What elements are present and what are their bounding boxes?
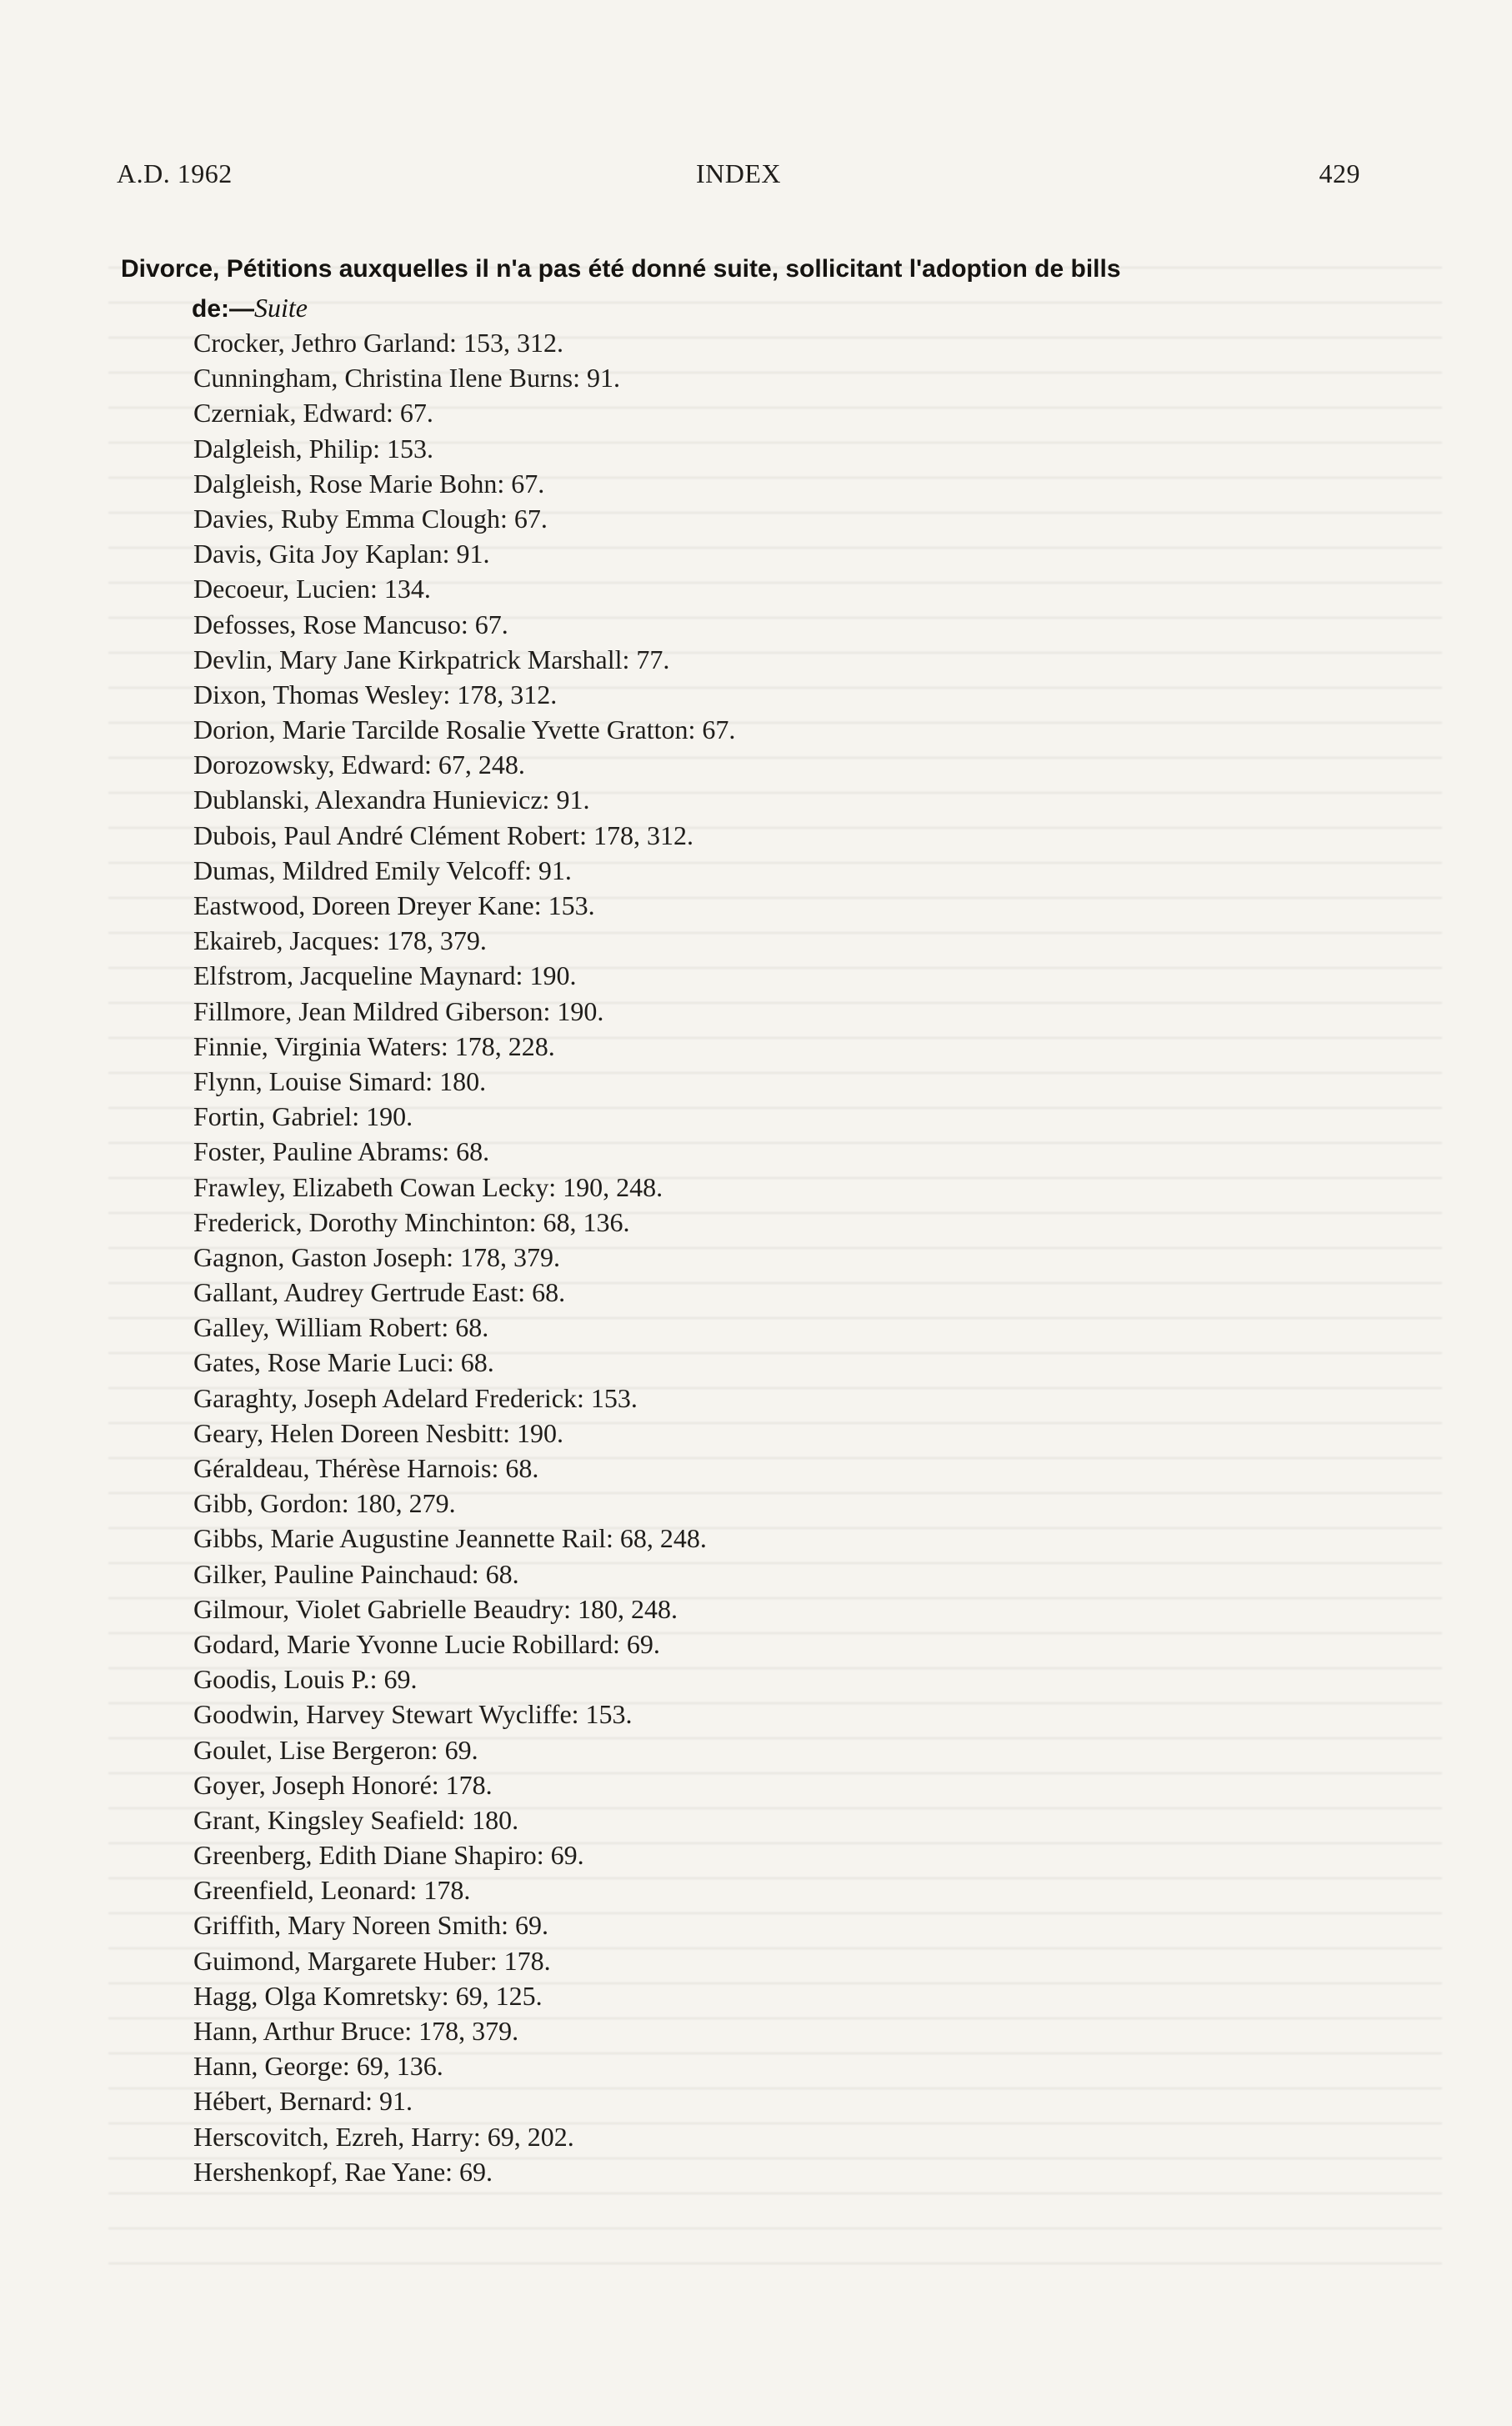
index-entry: Czerniak, Edward: 67. [193,398,433,429]
header-title: INDEX [695,158,782,188]
index-entry: Gibb, Gordon: 180, 279. [193,1488,456,1519]
index-entry: Dumas, Mildred Emily Velcoff: 91. [193,855,572,885]
index-heading [121,250,1363,328]
index-entry: Gilker, Pauline Painchaud: 68. [193,1558,519,1589]
index-entry: Grant, Kingsley Seafield: 180. [193,1804,519,1835]
index-entry: Dixon, Thomas Wesley: 178, 312. [193,679,558,709]
index-entry: Dubois, Paul André Clément Robert: 178, 312. [193,820,693,850]
index-entry: Dalgleish, Philip: 153. [193,433,433,464]
index-entry: Ekaireb, Jacques: 178, 379. [193,925,487,956]
index-entry: Fortin, Gabriel: 190. [193,1101,413,1132]
index-entry: Griffith, Mary Noreen Smith: 69. [193,1910,549,1941]
index-entry: Cunningham, Christina Ilene Burns: 91. [193,363,620,393]
index-entry: Géraldeau, Thérèse Harnois: 68. [193,1453,539,1483]
index-entries [193,325,1360,2189]
index-entry: Dalgleish, Rose Marie Bohn: 67. [193,468,545,499]
index-entry: Flynn, Louise Simard: 180. [193,1065,487,1096]
index-entry: Goulet, Lise Bergeron: 69. [193,1734,478,1765]
index-entry: Dorion, Marie Tarcilde Rosalie Yvette Gratton: 67. [193,714,736,745]
heading-text: Divorce, Pétitions auxquelles il n'a pas été donné suite, sollicitant l'adoption de bills [121,255,1121,283]
index-entry: Goyer, Joseph Honoré: 178. [193,1769,493,1800]
index-entry: Devlin, Mary Jane Kirkpatrick Marshall: 77. [193,644,670,674]
index-entry: Defosses, Rose Mancuso: 67. [193,609,508,639]
index-entry: Hagg, Olga Komretsky: 69, 125. [193,1980,543,2011]
index-entry: Godard, Marie Yvonne Lucie Robillard: 69. [193,1628,660,1659]
index-entry: Finnie, Virginia Waters: 178, 228. [193,1030,555,1061]
heading-suite: Suite [254,293,308,323]
index-entry: Hann, Arthur Bruce: 178, 379. [193,2016,519,2046]
index-entry: Gates, Rose Marie Luci: 68. [193,1347,494,1378]
heading-continuation-text: de:— [192,295,254,323]
index-entry: Guimond, Margarete Huber: 178. [193,1945,551,1976]
header-year: A.D. 1962 [117,158,233,188]
index-entry: Davis, Gita Joy Kaplan: 91. [193,539,490,569]
index-entry: Foster, Pauline Abrams: 68. [193,1136,490,1167]
heading-continuation [121,288,1363,328]
running-header [117,158,1360,192]
index-entry: Decoeur, Lucien: 134. [193,574,431,604]
index-entry: Geary, Helen Doreen Nesbitt: 190. [193,1417,563,1448]
index-entry: Hann, George: 69, 136. [193,2051,443,2082]
index-entry: Herscovitch, Ezreh, Harry: 69, 202. [193,2121,574,2152]
index-entry: Elfstrom, Jacqueline Maynard: 190. [193,960,577,991]
index-entry: Gibbs, Marie Augustine Jeannette Rail: 68, 248. [193,1523,707,1554]
index-entry: Dublanski, Alexandra Hunievicz: 91. [193,784,590,815]
index-entry: Gallant, Audrey Gertrude East: 68. [193,1277,566,1308]
index-entry: Garaghty, Joseph Adelard Frederick: 153. [193,1382,638,1413]
index-entry: Hershenkopf, Rae Yane: 69. [193,2156,493,2187]
index-entry: Fillmore, Jean Mildred Giberson: 190. [193,995,604,1026]
index-entry: Eastwood, Doreen Dreyer Kane: 153. [193,890,595,920]
index-entry: Greenfield, Leonard: 178. [193,1875,471,1906]
index-entry: Gagnon, Gaston Joseph: 178, 379. [193,1241,560,1272]
index-entry: Davies, Ruby Emma Clough: 67. [193,503,548,534]
index-entry: Hébert, Bernard: 91. [193,2086,413,2117]
index-entry: Greenberg, Edith Diane Shapiro: 69. [193,1840,584,1871]
index-entry: Goodwin, Harvey Stewart Wycliffe: 153. [193,1699,633,1730]
page-number: 429 [1319,158,1360,188]
index-entry: Crocker, Jethro Garland: 153, 312. [193,328,563,358]
index-entry: Frederick, Dorothy Minchinton: 68, 136. [193,1206,630,1237]
index-entry: Goodis, Louis P.: 69. [193,1664,418,1695]
index-entry: Dorozowsky, Edward: 67, 248. [193,749,525,780]
index-entry: Gilmour, Violet Gabrielle Beaudry: 180, 248. [193,1593,678,1624]
index-entry: Galley, William Robert: 68. [193,1312,489,1343]
index-entry: Frawley, Elizabeth Cowan Lecky: 190, 248. [193,1171,663,1202]
